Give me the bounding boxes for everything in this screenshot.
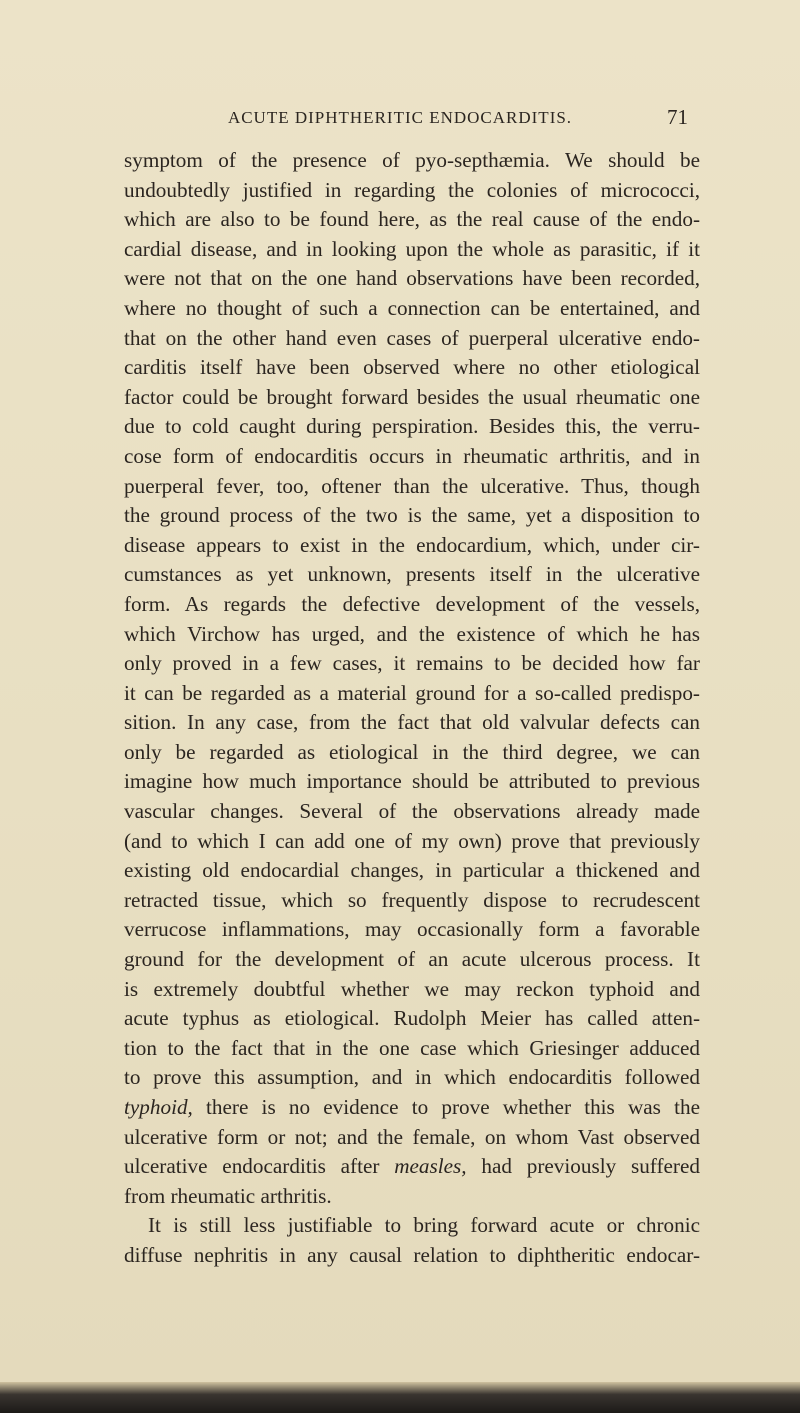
text-line: (and to which I can add one of my own) prove that previously [124, 828, 700, 853]
text-line: which Virchow has urged, and the existence of which he has [124, 621, 700, 646]
text-line: which are also to be found here, as the real cause of the endo- [124, 207, 700, 232]
text-line: sition. In any case, from the fact that old valvular defects can [124, 710, 700, 735]
text-line: cose form of endocarditis occurs in rheumatic arthritis, and in [124, 443, 700, 468]
body-text [124, 146, 700, 1271]
text-line: it can be regarded as a material ground for a so-called predispo- [124, 680, 700, 705]
text-line: form. As regards the defective development of the vessels, [124, 591, 700, 616]
text-line [124, 1093, 700, 1123]
text-line: only be regarded as etiological in the third degree, we can [124, 739, 700, 764]
italic-word: measles, [394, 1154, 467, 1179]
text-line: tion to the fact that in the one case which Griesinger adduced [124, 1035, 700, 1060]
text-line: retracted tissue, which so frequently dispose to recrudescent [124, 887, 700, 912]
text-line: It is still less justifiable to bring forward acute or chronic [148, 1213, 700, 1238]
text-line: the ground process of the two is the same, yet a disposition to [124, 503, 700, 528]
text-line: ground for the development of an acute ulcerous process. It [124, 947, 700, 972]
text-run: had previously suffered [466, 1154, 700, 1179]
text-line: undoubtedly justified in regarding the colonies of micrococci, [124, 177, 700, 202]
text-line: from rheumatic arthritis. [124, 1183, 332, 1208]
text-line: existing old endocardial changes, in particular a thickened and [124, 858, 700, 883]
italic-word: typhoid, [124, 1095, 193, 1119]
text-line: ulcerative form or not; and the female, on whom Vast observed [124, 1124, 700, 1149]
text-line [124, 1152, 700, 1182]
page-number: 71 [667, 105, 688, 129]
text-line: disease appears to exist in the endocardium, which, under cir- [124, 532, 700, 557]
text-line: diffuse nephritis in any causal relation to diphtheritic endocar- [124, 1242, 700, 1267]
text-line: due to cold caught during perspiration. Besides this, the verru- [124, 414, 700, 439]
text-run: ulcerative endocarditis after [124, 1154, 395, 1179]
text-line: factor could be brought forward besides the usual rheumatic one [124, 384, 700, 409]
page-edge-shadow [0, 1382, 800, 1413]
text-line: cumstances as yet unknown, presents itself in the ulcerative [124, 562, 700, 587]
text-line: to prove this assumption, and in which endocarditis followed [124, 1065, 700, 1090]
text-line: puerperal fever, too, oftener than the ulcerative. Thus, though [124, 473, 700, 498]
text-line: vascular changes. Several of the observations already made [124, 799, 700, 824]
text-line: is extremely doubtful whether we may reckon typhoid and [124, 976, 700, 1001]
text-line: that on the other hand even cases of puerperal ulcerative endo- [124, 325, 700, 350]
text-line: where no thought of such a connection can be entertained, and [124, 295, 700, 320]
text-line: only proved in a few cases, it remains to be decided how far [124, 651, 700, 676]
text-run: there is no evidence to prove whether this was the [192, 1095, 700, 1119]
text-line: were not that on the one hand observations have been recorded, [124, 266, 700, 291]
running-title: ACUTE DIPHTHERITIC ENDOCARDITIS. [227, 108, 573, 127]
text-line: acute typhus as etiological. Rudolph Meier has called atten- [124, 1006, 700, 1031]
text-line: cardial disease, and in looking upon the whole as parasitic, if it [124, 236, 700, 261]
text-line: imagine how much importance should be attributed to previous [124, 769, 700, 794]
text-line: carditis itself have been observed where no other etiological [124, 355, 700, 380]
text-line: symptom of the presence of pyo-septhæmia. We should be [124, 148, 700, 172]
running-head [0, 105, 800, 138]
text-line: verrucose inflammations, may occasionally form a favorable [124, 917, 700, 942]
